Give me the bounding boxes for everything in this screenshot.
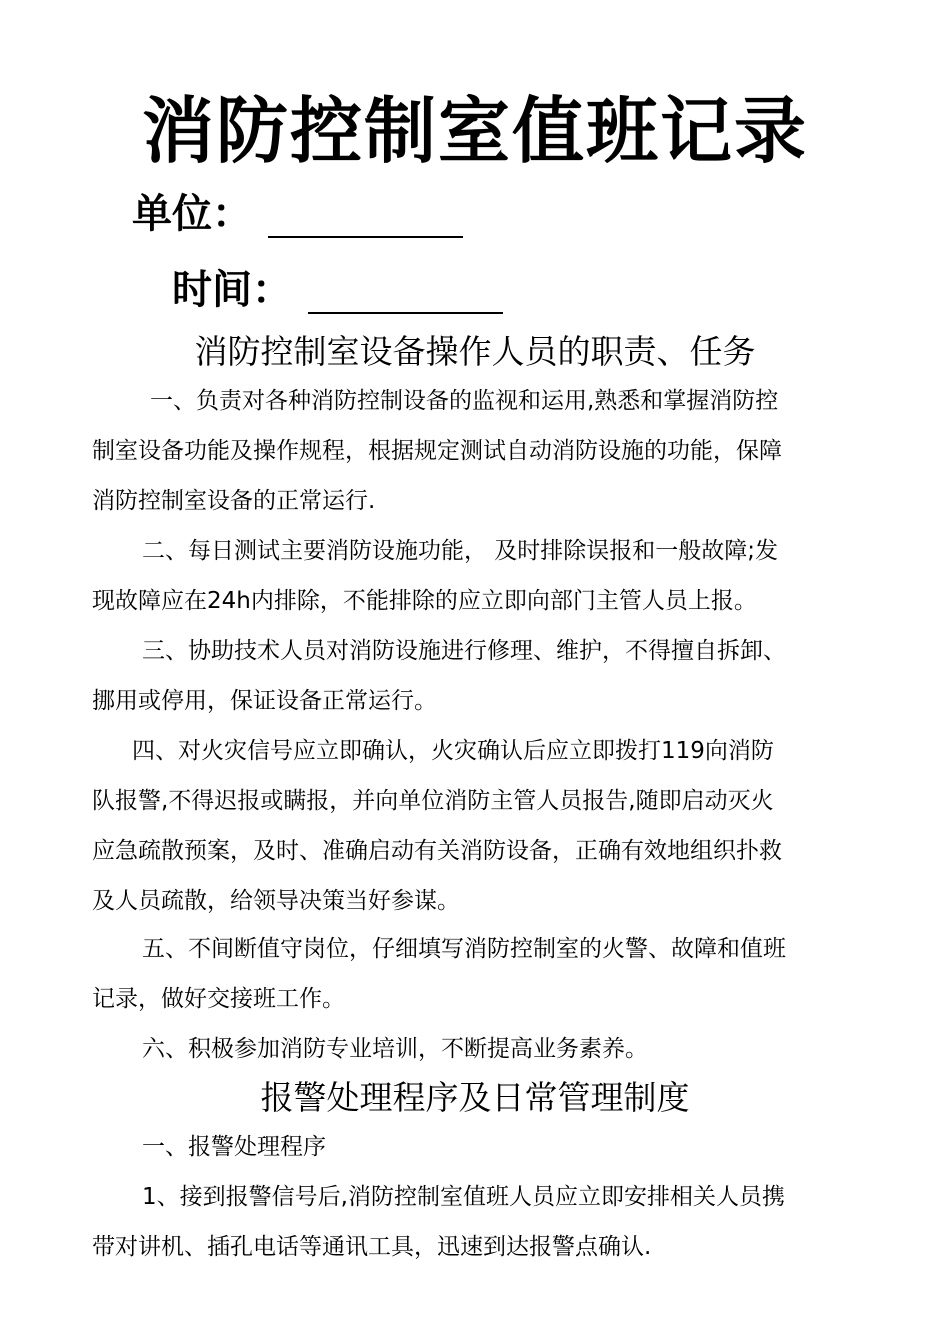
section-heading-procedures: 报警处理程序及日常管理制度 (260, 1078, 690, 1117)
duty-paragraph-1 (92, 376, 862, 526)
duty-paragraph-6 (92, 1024, 862, 1074)
procedure-1-line-2: 带对讲机、插孔电话等通讯工具，迅速到达报警点确认. (92, 1234, 652, 1260)
duty-4-line-3: 应急疏散预案，及时、准确启动有关消防设备，正确有效地组织扑救 (92, 838, 782, 864)
duty-4-line-1: 四、对火灾信号应立即确认，火灾确认后应立即拨打119向消防 (132, 738, 774, 764)
duty-3-line-2: 挪用或停用，保证设备正常运行。 (92, 688, 437, 714)
unit-label: 单位： (132, 191, 252, 237)
duty-4-line-4: 及人员疏散，给领导决策当好参谋。 (92, 888, 460, 914)
unit-blank-line (268, 206, 463, 238)
procedure-paragraph-1 (92, 1172, 862, 1272)
duty-paragraph-3 (92, 626, 862, 726)
duty-1-line-2: 制室设备功能及操作规程，根据规定测试自动消防设施的功能，保障 (92, 438, 782, 464)
duty-paragraph-4 (92, 726, 862, 926)
time-field (172, 266, 503, 314)
duty-2-line-2: 现故障应在24h内排除，不能排除的应立即向部门主管人员上报。 (92, 588, 757, 614)
procedure-subheading (92, 1122, 862, 1172)
page-title: 消防控制室值班记录 (141, 89, 808, 173)
duty-5-line-2: 记录，做好交接班工作。 (92, 986, 345, 1012)
duty-3-line-1: 三、协助技术人员对消防设施进行修理、维护，不得擅自拆卸、 (142, 638, 786, 664)
unit-field (132, 190, 463, 238)
duty-paragraph-5 (92, 924, 862, 1024)
procedure-subheading-text: 一、报警处理程序 (142, 1134, 326, 1160)
duty-paragraph-2 (92, 526, 862, 626)
section-heading-duties: 消防控制室设备操作人员的职责、任务 (194, 332, 756, 371)
duty-1-line-1: 一、负责对各种消防控制设备的监视和运用,熟悉和掌握消防控 (150, 388, 779, 414)
time-label: 时间： (172, 267, 292, 313)
duty-5-line-1: 五、不间断值守岗位，仔细填写消防控制室的火警、故障和值班 (142, 936, 786, 962)
procedure-1-line-1: 1、接到报警信号后,消防控制室值班人员应立即安排相关人员携 (142, 1184, 785, 1210)
time-blank-line (308, 282, 503, 314)
duty-6-line-1: 六、积极参加消防专业培训，不断提高业务素养。 (142, 1036, 648, 1062)
duty-2-line-1: 二、每日测试主要消防设施功能， 及时排除误报和一般故障;发 (142, 538, 779, 564)
duty-4-line-2: 队报警,不得迟报或瞒报，并向单位消防主管人员报告,随即启动灭火 (92, 788, 774, 814)
duty-1-line-3: 消防控制室设备的正常运行. (92, 488, 376, 514)
